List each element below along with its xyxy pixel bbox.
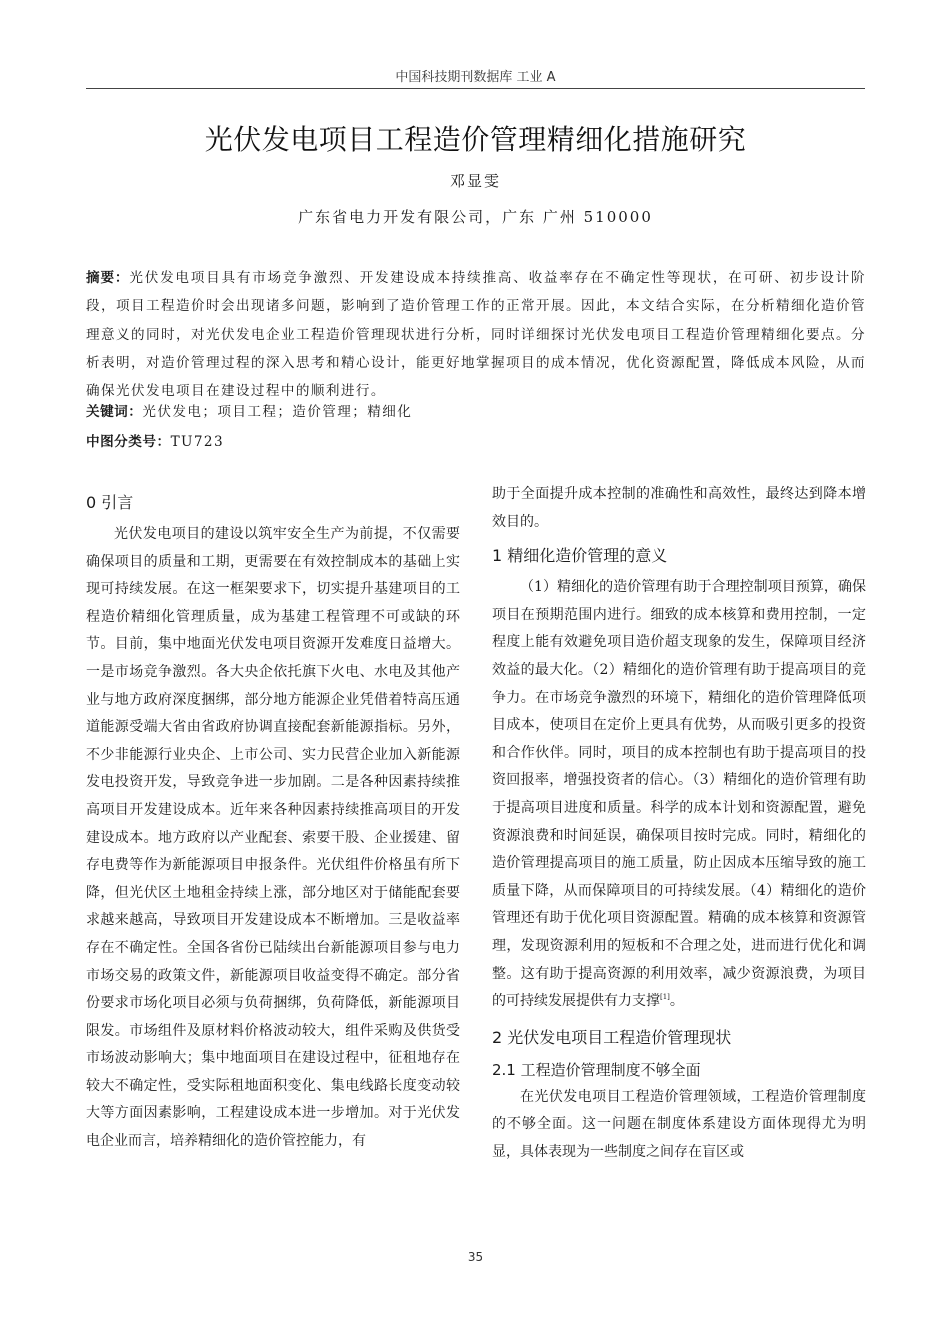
section-1-paragraph: [492, 574, 866, 1016]
section-1-text: （1）精细化的造价管理有助于合理控制项目预算，确保项目在预期范围内进行。细致的成本核算和费用控制，一定程度上能有效避免项目造价超支现象的发生，保障项目经济效益的最大化。（2）精细化的造价管理有助于提高项目的竞争力。在市场竞争激烈的环境下，精细化的造价管理降低项目成本，使项目在定价上更具有优势，从而吸引更多的投资和合作伙伴。同时，项目的成本控制也有助于提高项目的投资回报率，增强投资者的信心。（3）精细化的造价管理有助于提高项目进度和质量。科学的成本计划和资源配置，避免资源浪费和时间延误，确保项目按时完成。同时，精细化的造价管理提高项目的施工质量，防止因成本压缩导致的施工质量下降，从而保障项目的可持续发展。（4）精细化的造价管理还有助于优化项目资源配置。精确的成本核算和资源管理，发现资源利用的短板和不合理之处，进而进行优化和调整。这有助于提高资源的利用效率，减少资源浪费，为项目的可持续发展提供有力支撑: [492, 579, 866, 1010]
abstract-label: 摘要：: [86, 270, 130, 286]
abstract-text: 光伏发电项目具有市场竞争激烈、开发建设成本持续推高、收益率存在不确定性等现状，在可研、初步设计阶段，项目工程造价时会出现诸多问题，影响到了造价管理工作的正常开展。因此，本文结合实际，在分析精细化造价管理意义的同时，对光伏发电企业工程造价管理现状进行分析，同时详细探讨光伏发电项目工程造价管理精细化要点。分析表明，对造价管理过程的深入思考和精心设计，能更好地掌握项目的成本情况，优化资源配置，降低成本风险，从而确保光伏发电项目在建设过程中的顺利进行。: [86, 270, 867, 400]
section-0-paragraph-continued: 助于全面提升成本控制的准确性和高效性，最终达到降本增效目的。: [492, 486, 866, 530]
keywords-text: 光伏发电；项目工程；造价管理；精细化: [142, 404, 413, 420]
right-column: [492, 481, 866, 1166]
classification: [86, 430, 866, 450]
left-column: [86, 489, 460, 1156]
page-number: 35: [467, 1250, 484, 1264]
running-header: 中国科技期刊数据库 工业 A: [395, 70, 556, 85]
section-2-1-heading: 2.1 工程造价管理制度不够全面: [492, 1060, 701, 1079]
section-0-paragraph: 光伏发电项目的建设以筑牢安全生产为前提，不仅需要确保项目的质量和工期，更需要在有效控制成本的基础上实现可持续发展。在这一框架要求下，切实提升基建项目的工程造价精细化管理质量，成为基建工程管理不可或缺的环节。目前，集中地面光伏发电项目资源开发难度日益增大。一是市场竞争激烈。各大央企依托旗下火电、水电及其他产业与地方政府深度捆绑，部分地方能源企业凭借着特高压通道能源受端大省由省政府协调直接配套新能源指标。另外，不少非能源行业央企、上市公司、实力民营企业加入新能源发电投资开发，导致竞争进一步加剧。二是各种因素持续推高项目开发建设成本。近年来各种因素持续推高项目的开发建设成本。地方政府以产业配套、索要干股、企业援建、留存电费等作为新能源项目申报条件。光伏组件价格虽有所下降，但光伏区土地租金持续上涨，部分地区对于储能配套要求越来越高，导致项目开发建设成本不断增加。三是收益率存在不确定性。全国各省份已陆续出台新能源项目参与电力市场交易的政策文件，新能源项目收益变得不确定。部分省份要求市场化项目必须与负荷捆绑，负荷降低，新能源项目限发。市场组件及原材料价格波动较大，组件采购及供货受市场波动影响大；集中地面项目在建设过程中，征租地存在较大不确定性，受实际租地面积变化、集电线路长度变动较大等方面因素影响，工程建设成本进一步增加。对于光伏发电企业而言，培养精细化的造价管控能力，有: [86, 526, 460, 1150]
keywords: [86, 400, 866, 420]
classification-text: TU723: [170, 434, 225, 450]
section-2-heading: 2 光伏发电项目工程造价管理现状: [492, 1027, 732, 1047]
section-0-heading: 0 引言: [86, 493, 134, 512]
section-1-heading: 1 精细化造价管理的意义: [492, 546, 668, 566]
citation-ref: [1]: [660, 993, 670, 1002]
header-rule: [86, 88, 865, 89]
section-1-text-end: 。: [669, 993, 684, 1010]
author-name: 邓显雯: [449, 172, 501, 190]
abstract: [86, 264, 866, 405]
article-title: 光伏发电项目工程造价管理精细化措施研究: [204, 123, 747, 156]
classification-label: 中图分类号：: [86, 434, 171, 450]
author-affiliation: 广东省电力开发有限公司，广东 广州 510000: [298, 208, 653, 226]
keywords-label: 关键词：: [86, 404, 143, 420]
section-2-1-paragraph: 在光伏发电项目工程造价管理领域，工程造价管理制度的不够全面。这一问题在制度体系建设方面体现得尤为明显，具体表现为一些制度之间存在盲区或: [492, 1088, 866, 1160]
